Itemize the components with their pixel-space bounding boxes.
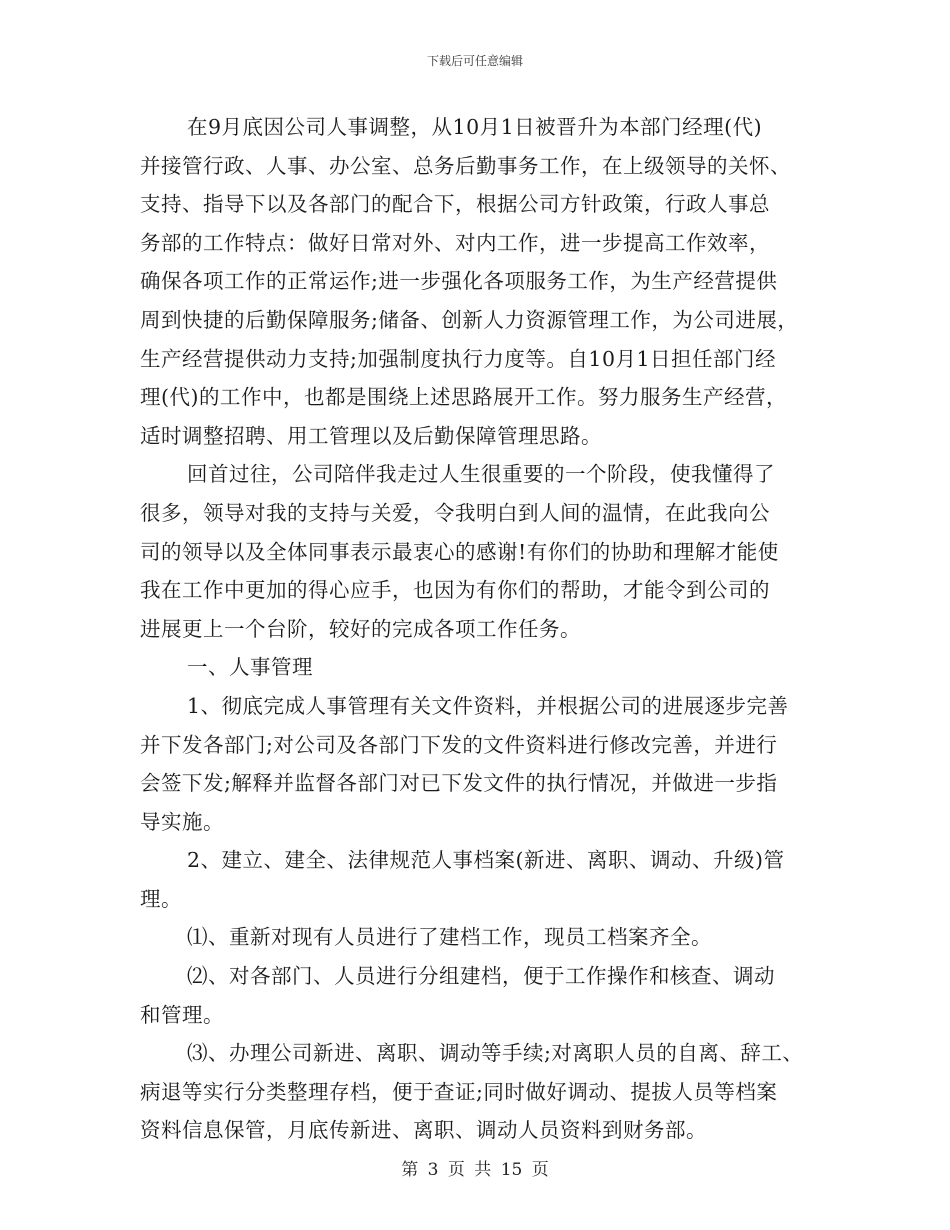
text-line: 病退等实行分类整理存档，便于查证;同时做好调动、提拔人员等档案 [140, 1079, 778, 1104]
text-line: 1、彻底完成人事管理有关文件资料，并根据公司的进展逐步完善 [187, 693, 789, 718]
header-note: 下载后可任意编辑 [426, 54, 523, 68]
text-line: 资料信息保管，月底传新进、离职、调动人员资料到财务部。 [140, 1118, 707, 1143]
text-line: 生产经营提供动力支持;加强制度执行力度等。自10月1日担任部门经 [140, 346, 777, 371]
document-body [140, 108, 820, 1150]
text-line: 理。 [140, 886, 182, 911]
text-line: 司的领导以及全体同事表示最衷心的感谢!有你们的协助和理解才能使 [140, 539, 779, 564]
text-line: 并下发各部门;对公司及各部门下发的文件资料进行修改完善，并进行 [140, 732, 778, 757]
text-line: 2、建立、建全、法律规范人事档案(新进、离职、调动、升级)管 [187, 848, 785, 873]
text-line: 会签下发;解释并监督各部门对已下发文件的执行情况，并做进一步指 [140, 771, 778, 796]
text-line: 回首过往，公司陪伴我走过人生很重要的一个阶段，使我懂得了 [187, 462, 775, 487]
text-line: ⑵、对各部门、人员进行分组建档，便于工作操作和核查、调动 [187, 964, 775, 989]
text-line: 支持、指导下以及各部门的配合下，根据公司方针政策，行政人事总 [140, 192, 770, 217]
text-line: 理(代)的工作中，也都是围绕上述思路展开工作。努力服务生产经营， [140, 385, 787, 410]
section-heading: 一、人事管理 [187, 655, 313, 680]
text-line: ⑶、办理公司新进、离职、调动等手续;对离职人员的自离、辞工、 [187, 1041, 804, 1066]
text-line: 周到快捷的后勤保障服务;储备、创新人力资源管理工作，为公司进展， [140, 307, 799, 332]
text-line: 很多，领导对我的支持与关爱，令我明白到人间的温情，在此我向公 [140, 500, 770, 525]
text-line: 确保各项工作的正常运作;进一步强化各项服务工作，为生产经营提供 [140, 269, 778, 294]
text-line: 进展更上一个台阶，较好的完成各项工作任务。 [140, 616, 581, 641]
text-line: 和管理。 [140, 1002, 224, 1027]
page-number: 第 3 页 共 15 页 [401, 1160, 549, 1180]
text-line: 导实施。 [140, 809, 224, 834]
text-line: 在9月底因公司人事调整，从10月1日被晋升为本部门经理(代) [187, 115, 763, 139]
text-line: 我在工作中更加的得心应手，也因为有你们的帮助，才能令到公司的 [140, 578, 770, 603]
text-line: ⑴、重新对现有人员进行了建档工作，现员工档案齐全。 [187, 925, 712, 950]
text-line: 适时调整招聘、用工管理以及后勤保障管理思路。 [140, 423, 602, 448]
text-line: 务部的工作特点：做好日常对外、对内工作，进一步提高工作效率， [140, 230, 770, 255]
text-line: 并接管行政、人事、办公室、总务后勤事务工作，在上级领导的关怀、 [140, 153, 791, 178]
